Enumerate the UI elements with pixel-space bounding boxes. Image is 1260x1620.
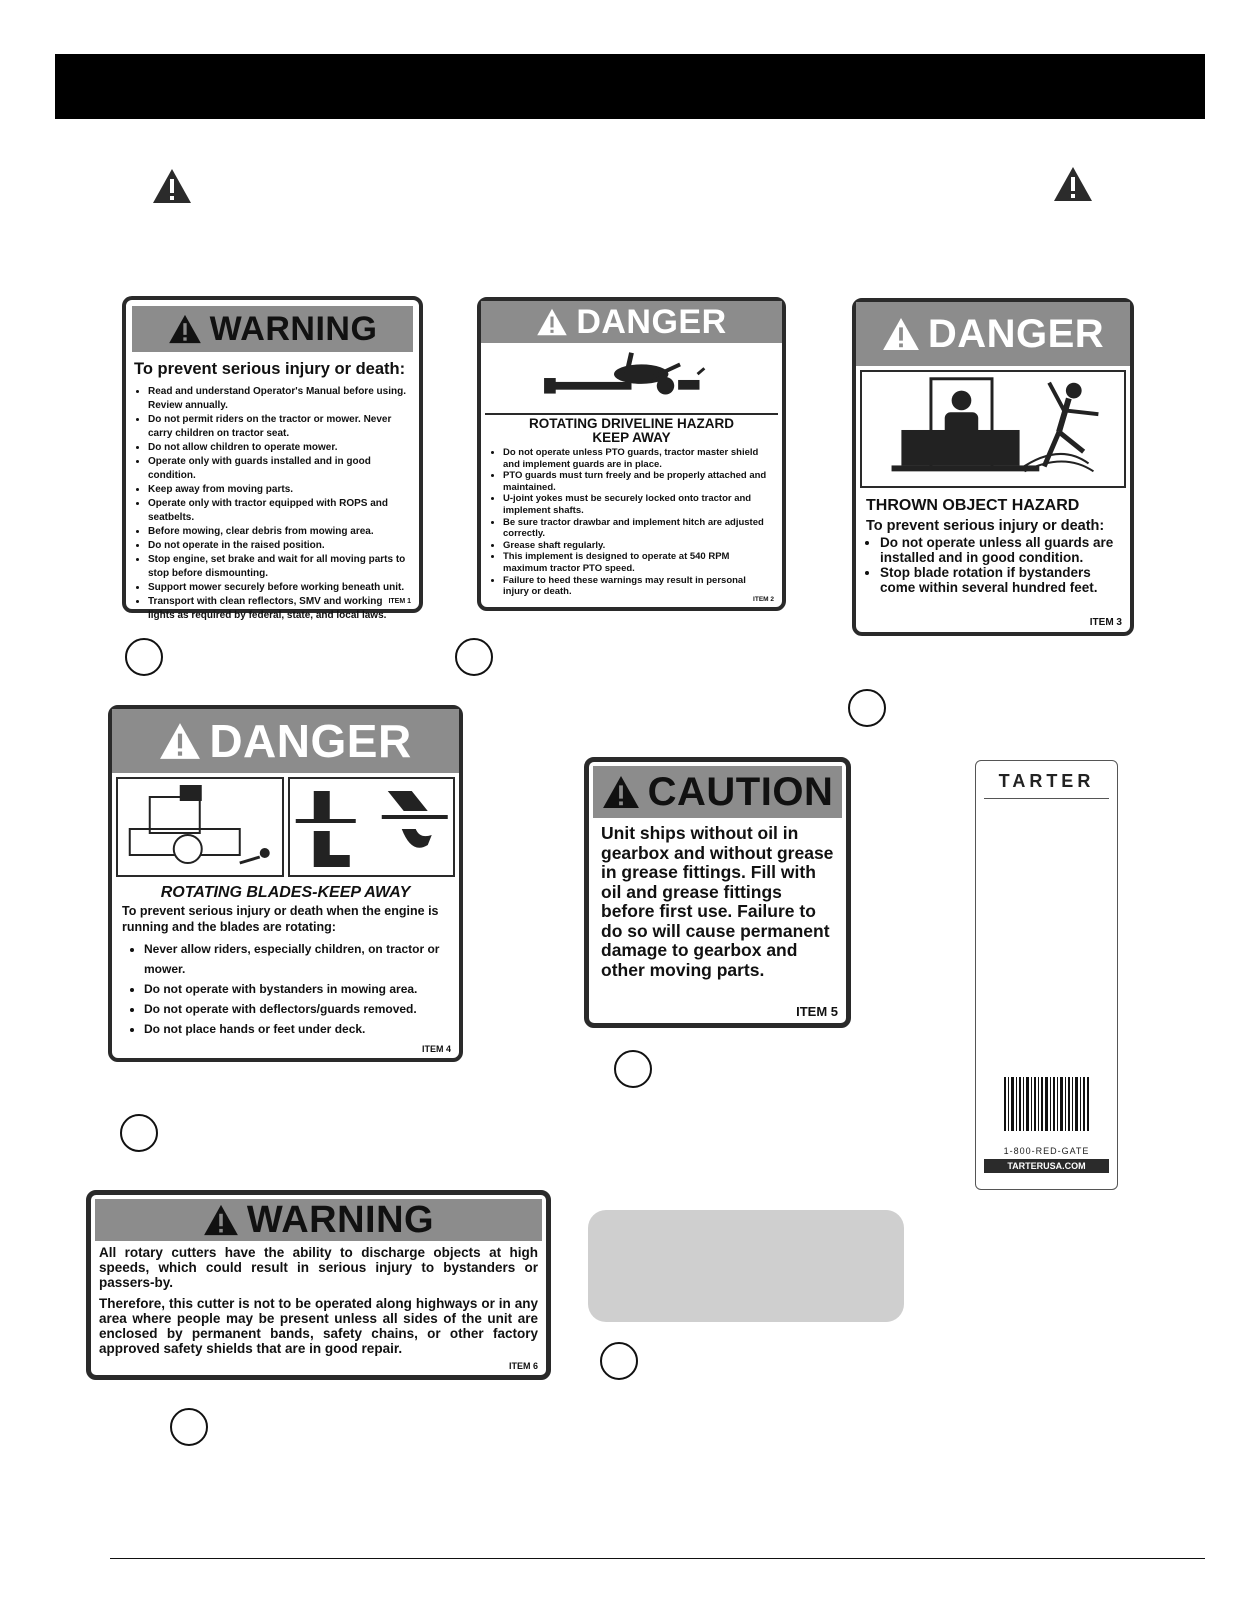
decal-title: ROTATING BLADES-KEEP AWAY bbox=[160, 884, 411, 901]
caution-banner bbox=[593, 766, 842, 818]
caution-text: Unit ships without oil in gearbox and without grease in grease fittings. Fill with oil and grease fittings before first use. Failure to do so will cause permanent damage to gearbox and other moving parts. bbox=[601, 823, 834, 980]
signal-word: CAUTION bbox=[647, 769, 834, 814]
decal-subtitle: KEEP AWAY bbox=[592, 430, 671, 445]
header-bar bbox=[55, 54, 1205, 119]
decal-item4-danger bbox=[108, 705, 463, 1062]
item-tag: ITEM 4 bbox=[421, 1044, 451, 1054]
warning-triangle-icon bbox=[203, 1204, 239, 1236]
bullet-item: • Do not place hands or feet under deck. bbox=[144, 1019, 449, 1039]
decal-item2-danger bbox=[477, 297, 786, 611]
warning-triangle-icon bbox=[1053, 166, 1093, 202]
warning-triangle-icon bbox=[168, 314, 202, 344]
signal-word: WARNING bbox=[246, 1198, 435, 1241]
bullet-item: • Do not permit riders on the tractor or mower. Never carry children on tractor seat. bbox=[148, 413, 411, 441]
thrown-object-pictogram bbox=[860, 370, 1126, 488]
item-callout-circle bbox=[455, 638, 493, 676]
danger-banner bbox=[481, 301, 782, 343]
decal-item1-warning bbox=[122, 296, 423, 621]
danger-banner bbox=[112, 709, 459, 773]
decal-title: ROTATING DRIVELINE HAZARD bbox=[529, 416, 734, 431]
bullet-item: • PTO guards must turn freely and be properly attached and maintained. bbox=[503, 470, 774, 493]
bullet-item: • Stop blade rotation if bystanders come within several hundred feet. bbox=[880, 565, 1120, 595]
bullet-item: • Before mowing, clear debris from mowing area. bbox=[148, 525, 411, 539]
tarter-product-tag bbox=[975, 760, 1118, 1190]
warning-banner bbox=[132, 306, 413, 352]
signal-word: DANGER bbox=[927, 311, 1105, 356]
warning-paragraph: Therefore, this cutter is not to be operated along highways or in any area where people may be present unless all sides of the unit are enclosed by permanent bands, safety chains, or other factory approved safety shields that are in good repair. bbox=[99, 1296, 538, 1356]
bullet-item: • Support mower securely before working beneath unit. bbox=[148, 581, 411, 595]
bullet-item: • U-joint yokes must be securely locked onto tractor and implement shafts. bbox=[503, 493, 774, 516]
warning-paragraph: All rotary cutters have the ability to discharge objects at high speeds, which could result in serious injury to bystanders or passers-by. bbox=[99, 1245, 538, 1290]
signal-word: DANGER bbox=[209, 715, 412, 767]
warning-triangle-icon bbox=[159, 722, 201, 760]
gray-placeholder-box bbox=[588, 1210, 904, 1322]
decal-title: THROWN OBJECT HAZARD bbox=[866, 497, 1080, 514]
phone-number: 1-800-RED-GATE bbox=[1003, 1146, 1090, 1156]
item-tag: ITEM 6 bbox=[508, 1361, 538, 1371]
decal-item5-caution bbox=[584, 757, 851, 1028]
warning-triangle-icon bbox=[536, 308, 568, 336]
divider bbox=[984, 798, 1109, 799]
barcode-icon bbox=[1004, 1077, 1090, 1131]
driveline-entanglement-pictogram bbox=[485, 345, 778, 415]
hand-foot-blade-pictogram bbox=[288, 777, 456, 877]
bullet-item: • Grease shaft regularly. bbox=[503, 540, 774, 552]
danger-banner bbox=[856, 302, 1130, 366]
bullet-list bbox=[489, 447, 774, 598]
bullet-item: • Operate only with tractor equipped with ROPS and seatbelts. bbox=[148, 497, 411, 525]
signal-word: DANGER bbox=[576, 302, 727, 341]
bullet-item: • Do not operate unless all guards are installed and in good condition. bbox=[880, 535, 1120, 565]
decal-item6-warning bbox=[86, 1190, 551, 1380]
bullet-item: • Do not operate unless PTO guards, tractor master shield and implement guards are in place. bbox=[503, 447, 774, 470]
item-tag: ITEM 2 bbox=[753, 596, 774, 603]
warning-triangle-icon bbox=[152, 168, 192, 204]
bullet-item: • Do not operate with bystanders in mowing area. bbox=[144, 979, 449, 999]
bullet-item: • Stop engine, set brake and wait for all moving parts to stop before dismounting. bbox=[148, 553, 411, 581]
item-callout-circle bbox=[120, 1114, 158, 1152]
signal-word: WARNING bbox=[209, 309, 378, 348]
bullet-item: • Failure to heed these warnings may result in personal injury or death. bbox=[503, 575, 774, 598]
item-callout-circle bbox=[848, 689, 886, 727]
bullet-item: • Never allow riders, especially children, on tractor or mower. bbox=[144, 939, 449, 979]
bullet-list bbox=[134, 385, 411, 623]
bullet-item: • Do not allow children to operate mower. bbox=[148, 441, 411, 455]
bullet-list bbox=[122, 939, 449, 1039]
bullet-item: • This implement is designed to operate at 540 RPM maximum tractor PTO speed. bbox=[503, 551, 774, 574]
footer-rule bbox=[110, 1558, 1205, 1559]
bullet-item: • Be sure tractor drawbar and implement hitch are adjusted correctly. bbox=[503, 517, 774, 540]
decal-heading: To prevent serious injury or death: bbox=[866, 518, 1105, 534]
brand-logo: TARTER bbox=[998, 771, 1095, 791]
bullet-item: • Do not operate with deflectors/guards removed. bbox=[144, 999, 449, 1019]
bullet-item: • Do not operate in the raised position. bbox=[148, 539, 411, 553]
decal-intro: To prevent serious injury or death when the engine is running and the blades are rotating: bbox=[122, 904, 439, 934]
item-tag: ITEM 1 bbox=[388, 598, 411, 605]
item-tag: ITEM 3 bbox=[1089, 617, 1122, 628]
warning-banner bbox=[95, 1199, 542, 1241]
bullet-item: • Read and understand Operator's Manual before using. Review annually. bbox=[148, 385, 411, 413]
website-label: TARTERUSA.COM bbox=[984, 1159, 1109, 1173]
warning-triangle-icon bbox=[602, 775, 640, 809]
runover-child-pictogram bbox=[116, 777, 284, 877]
bullet-list bbox=[866, 535, 1120, 595]
bullet-item: • Operate only with guards installed and in good condition. bbox=[148, 455, 411, 483]
item-callout-circle bbox=[170, 1408, 208, 1446]
item-callout-circle bbox=[125, 638, 163, 676]
item-callout-circle bbox=[600, 1342, 638, 1380]
decal-item3-danger bbox=[852, 298, 1134, 636]
decal-heading: To prevent serious injury or death: bbox=[134, 360, 406, 378]
bullet-item: • Keep away from moving parts. bbox=[148, 483, 411, 497]
bullet-item: • Transport with clean reflectors, SMV and working lights as required by federal, state, and local laws. bbox=[148, 595, 411, 623]
item-tag: ITEM 5 bbox=[796, 1004, 838, 1019]
item-callout-circle bbox=[614, 1050, 652, 1088]
warning-triangle-icon bbox=[882, 317, 920, 351]
